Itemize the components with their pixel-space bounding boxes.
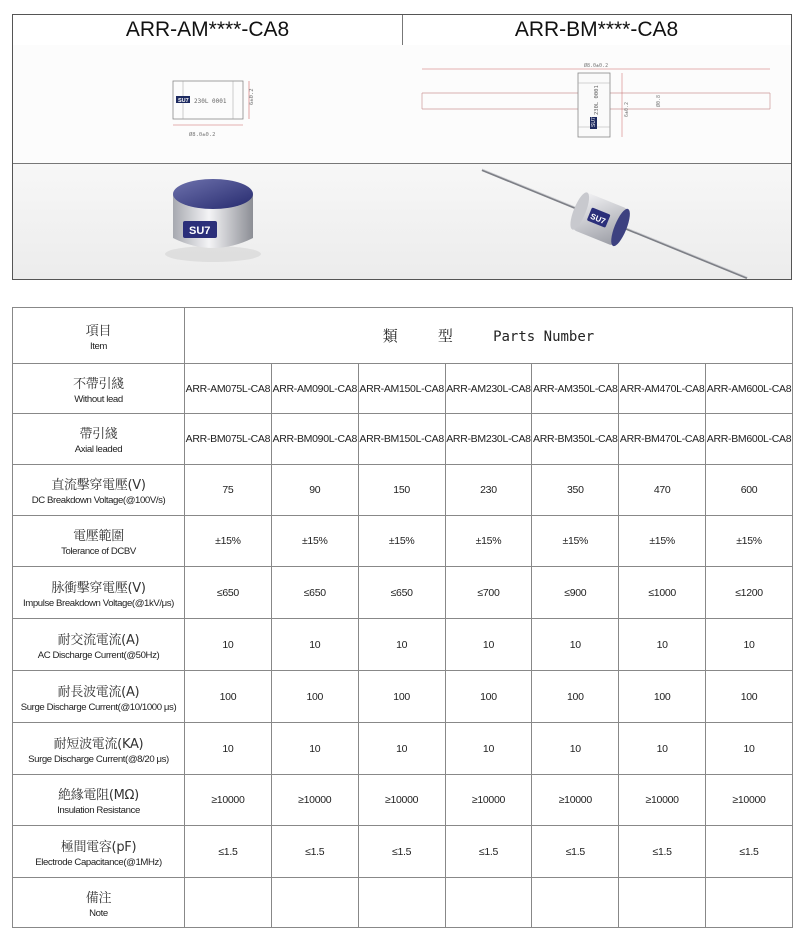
table-cell: ARR-BM075L-CA8: [185, 414, 272, 465]
row-label-cell: [13, 826, 185, 878]
am-photo-svg: [13, 164, 402, 281]
am-photo-logo-text: SU7: [189, 225, 211, 237]
table-cell: 10: [358, 723, 445, 775]
row-label-cn: 帶引綫: [79, 427, 118, 442]
row-label-cn: 不帶引綫: [73, 376, 124, 392]
bm-logo-text: SU7: [591, 117, 597, 127]
am-product-photo: [13, 164, 402, 279]
item-header-cell: [13, 308, 185, 364]
table-cell: ≤1.5: [358, 826, 445, 878]
table-row: [13, 878, 793, 928]
table-cell: ARR-BM600L-CA8: [706, 414, 793, 465]
table-cell: 10: [619, 723, 706, 775]
row-label-en: Without lead: [74, 393, 123, 405]
table-row: [13, 826, 793, 878]
table-cell: ARR-AM150L-CA8: [358, 364, 445, 414]
table-cell: ≥10000: [271, 775, 358, 826]
spec-table: [12, 307, 793, 928]
row-label-en: Axial leaded: [74, 444, 123, 455]
table-cell: 10: [619, 619, 706, 671]
bm-dim-body: Ø8.0±0.2: [584, 63, 609, 69]
am-drawing-svg: [13, 45, 402, 163]
am-dim-width: Ø8.0±0.2: [189, 132, 216, 138]
table-cell: 100: [185, 671, 272, 723]
table-row: [13, 671, 793, 723]
parts-number-header-en: Parts Number: [493, 329, 595, 345]
table-cell: 10: [706, 723, 793, 775]
table-cell: 100: [358, 671, 445, 723]
table-cell: ≥10000: [358, 775, 445, 826]
row-label-cell: [13, 567, 185, 619]
row-label-en: Impulse Breakdown Voltage(@1kV/μs): [23, 597, 174, 609]
row-label-en: Insulation Resistance: [57, 805, 140, 816]
table-cell: 10: [271, 619, 358, 671]
row-label-cell: [13, 465, 185, 516]
table-cell: 10: [185, 723, 272, 775]
table-cell: ARR-BM230L-CA8: [445, 414, 532, 465]
product-overview-panel: [12, 14, 792, 280]
table-header-row: [13, 308, 793, 364]
table-cell: ±15%: [706, 516, 793, 567]
table-cell: [619, 878, 706, 928]
bm-dim-length: 6±0.2: [624, 101, 630, 117]
table-cell: ARR-BM090L-CA8: [271, 414, 358, 465]
item-header-en: Item: [89, 340, 108, 352]
table-cell: ±15%: [271, 516, 358, 567]
bm-product-photo: [402, 164, 791, 279]
table-cell: ≤1.5: [271, 826, 358, 878]
table-cell: ARR-AM350L-CA8: [532, 364, 619, 414]
row-label-cn: 耐長波電流(A): [57, 684, 140, 700]
table-cell: [532, 878, 619, 928]
bm-part-text: 230L 0001: [594, 85, 600, 115]
table-cell: 10: [185, 619, 272, 671]
table-cell: 100: [445, 671, 532, 723]
am-dim-height: 6±0.2: [249, 88, 255, 105]
row-label-cell: [13, 878, 185, 928]
row-label-cell: [13, 414, 185, 465]
table-cell: ARR-AM470L-CA8: [619, 364, 706, 414]
row-label-en: Surge Discharge Current(@8/20 μs): [28, 753, 169, 765]
am-logo-text: SU7: [178, 98, 189, 104]
table-cell: ARR-AM075L-CA8: [185, 364, 272, 414]
row-label-en: AC Discharge Current(@50Hz): [37, 649, 160, 661]
table-cell: ≤1.5: [185, 826, 272, 878]
table-cell: 100: [271, 671, 358, 723]
table-cell: ARR-BM350L-CA8: [532, 414, 619, 465]
table-row: [13, 723, 793, 775]
bm-photo-logo-text: SU7: [589, 211, 607, 226]
table-cell: ≤650: [185, 567, 272, 619]
table-cell: ≤650: [358, 567, 445, 619]
bm-column: [402, 15, 791, 279]
table-cell: ±15%: [185, 516, 272, 567]
table-cell: ARR-BM470L-CA8: [619, 414, 706, 465]
table-cell: [185, 878, 272, 928]
table-cell: ±15%: [358, 516, 445, 567]
table-cell: ±15%: [619, 516, 706, 567]
table-cell: 90: [271, 465, 358, 516]
row-label-cn: 電壓範圍: [73, 529, 124, 544]
parts-number-header-cell: [185, 308, 793, 364]
table-cell: 10: [532, 619, 619, 671]
table-cell: ±15%: [532, 516, 619, 567]
table-cell: ARR-AM230L-CA8: [445, 364, 532, 414]
table-cell: 10: [358, 619, 445, 671]
row-label-cell: [13, 619, 185, 671]
table-cell: ≥10000: [445, 775, 532, 826]
table-cell: 10: [445, 619, 532, 671]
table-cell: ≥10000: [619, 775, 706, 826]
row-label-cn: 直流擊穿電壓(V): [51, 478, 146, 493]
table-cell: 10: [271, 723, 358, 775]
table-cell: ≥10000: [706, 775, 793, 826]
bm-dimension-drawing: [402, 45, 791, 164]
table-row: [13, 414, 793, 465]
bm-drawing-svg: [402, 45, 791, 163]
am-cylinder-top: [173, 179, 253, 209]
type-header-cn-1: 類: [382, 327, 398, 345]
row-label-cn: 耐短波電流(KA): [53, 736, 144, 752]
am-model-title: ARR-AM****-CA8: [13, 15, 402, 46]
table-cell: ARR-BM150L-CA8: [358, 414, 445, 465]
spec-table-body: [13, 308, 793, 928]
table-cell: 350: [532, 465, 619, 516]
table-cell: [706, 878, 793, 928]
table-cell: ≤650: [271, 567, 358, 619]
table-cell: [271, 878, 358, 928]
table-row: [13, 465, 793, 516]
bm-cylinder: [567, 190, 634, 248]
row-label-en: Tolerance of DCBV: [61, 546, 136, 557]
table-cell: ±15%: [445, 516, 532, 567]
table-cell: ≤1000: [619, 567, 706, 619]
table-cell: 470: [619, 465, 706, 516]
am-dimension-drawing: [13, 45, 402, 164]
table-cell: 230: [445, 465, 532, 516]
table-cell: [445, 878, 532, 928]
table-cell: ≤1.5: [619, 826, 706, 878]
row-label-en: Electrode Capacitance(@1MHz): [35, 856, 162, 868]
row-label-cn: 絶緣電阻(MΩ): [58, 788, 139, 803]
table-row: [13, 567, 793, 619]
table-cell: 10: [532, 723, 619, 775]
table-cell: ARR-AM090L-CA8: [271, 364, 358, 414]
row-label-cell: [13, 775, 185, 826]
table-row: [13, 516, 793, 567]
table-cell: ≤700: [445, 567, 532, 619]
row-label-en: DC Breakdown Voltage(@100V/s): [31, 495, 166, 506]
table-row: [13, 775, 793, 826]
table-cell: ≥10000: [185, 775, 272, 826]
row-label-cell: [13, 364, 185, 414]
table-cell: ≤1.5: [706, 826, 793, 878]
row-label-cn: 耐交流電流(A): [57, 632, 140, 648]
item-header-cn: 項目: [85, 323, 112, 339]
table-cell: ≥10000: [532, 775, 619, 826]
table-cell: ≤1.5: [532, 826, 619, 878]
type-header-cn-2: 型: [437, 327, 453, 345]
bm-model-title: ARR-BM****-CA8: [402, 15, 791, 46]
row-label-cell: [13, 671, 185, 723]
bm-dim-lead: Ø0.8: [656, 94, 662, 107]
row-label-en: Note: [89, 907, 108, 919]
table-cell: 100: [532, 671, 619, 723]
table-cell: ≤900: [532, 567, 619, 619]
table-cell: 75: [185, 465, 272, 516]
table-cell: 10: [706, 619, 793, 671]
row-label-cn: 脉衝擊穿電壓(V): [51, 580, 146, 596]
table-cell: 150: [358, 465, 445, 516]
table-cell: 100: [619, 671, 706, 723]
table-row: [13, 619, 793, 671]
table-cell: ≤1200: [706, 567, 793, 619]
row-label-cell: [13, 723, 185, 775]
table-cell: 100: [706, 671, 793, 723]
row-label-cell: [13, 516, 185, 567]
table-cell: 10: [445, 723, 532, 775]
row-label-en: Surge Discharge Current(@10/1000 μs): [20, 701, 177, 713]
am-part-text: 230L 0001: [194, 98, 227, 105]
row-label-cn: 備注: [85, 890, 112, 906]
table-row: [13, 364, 793, 414]
row-label-cn: 極間電容(pF): [60, 839, 137, 855]
bm-photo-svg: [402, 164, 791, 281]
table-cell: ARR-AM600L-CA8: [706, 364, 793, 414]
am-column: [13, 15, 403, 279]
table-cell: [358, 878, 445, 928]
table-cell: ≤1.5: [445, 826, 532, 878]
table-cell: 600: [706, 465, 793, 516]
